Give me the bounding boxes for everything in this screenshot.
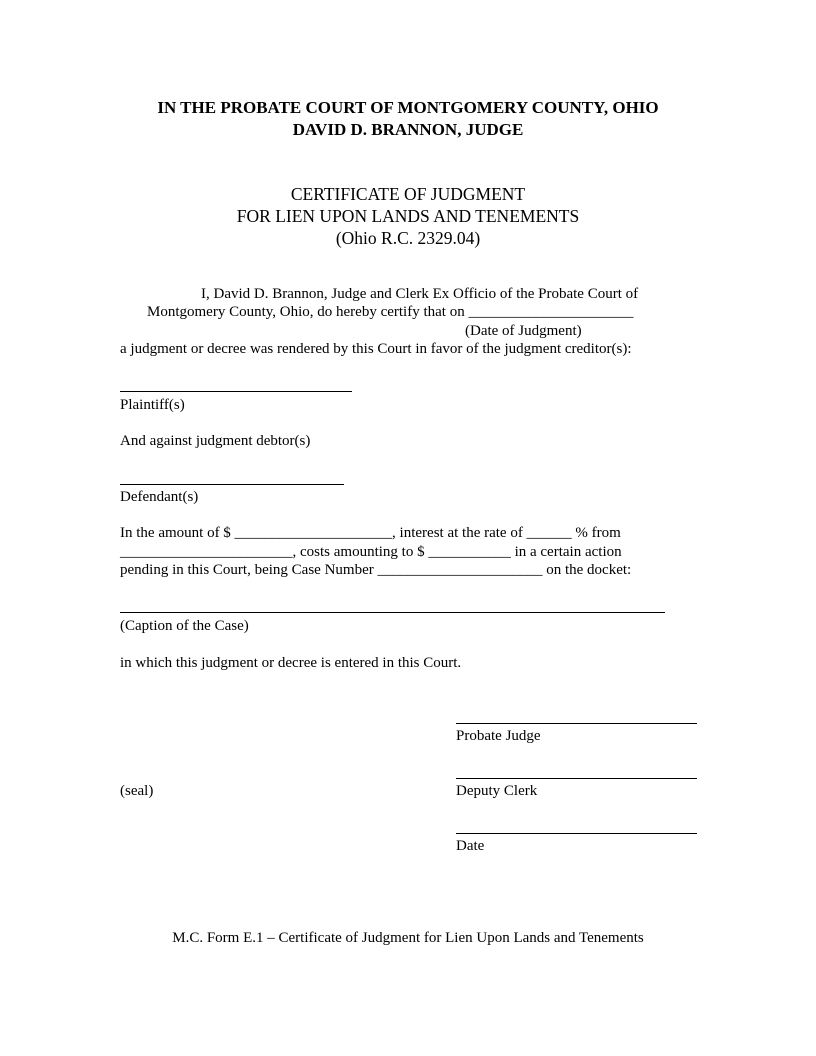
judge-heading: DAVID D. BRANNON, JUDGE bbox=[292, 120, 524, 139]
statute-reference: (Ohio R.C. 2329.04) bbox=[335, 228, 481, 248]
intro-line-3: a judgment or decree was rendered by this Court in favor of the judgment creditor(s): bbox=[120, 341, 632, 357]
against-debtor-text: And against judgment debtor(s) bbox=[120, 433, 311, 449]
intro-line-1: I, David D. Brannon, Judge and Clerk Ex Officio of the Probate Court of bbox=[201, 286, 639, 302]
date-of-judgment-caption: (Date of Judgment) bbox=[465, 323, 582, 339]
amount-line-1[interactable]: In the amount of $ _____________________, interest at the rate of ______ % from bbox=[120, 525, 621, 541]
amount-line-3[interactable]: pending in this Court, being Case Number ______________________ on the docket: bbox=[120, 562, 632, 578]
court-heading: IN THE PROBATE COURT OF MONTGOMERY COUNTY, OHIO bbox=[157, 98, 659, 117]
form-footer: M.C. Form E.1 – Certificate of Judgment for Lien Upon Lands and Tenements bbox=[172, 930, 644, 946]
date-signature-line[interactable] bbox=[456, 833, 697, 834]
case-caption-label: (Caption of the Case) bbox=[120, 618, 249, 634]
amount-line-2[interactable]: _______________________, costs amounting to $ ___________ in a certain action bbox=[120, 544, 622, 560]
deputy-clerk-signature-line[interactable] bbox=[456, 778, 697, 779]
probate-judge-label: Probate Judge bbox=[456, 728, 541, 744]
plaintiff-signature-line[interactable] bbox=[120, 391, 352, 392]
document-title: CERTIFICATE OF JUDGMENT bbox=[290, 184, 526, 204]
case-caption-line[interactable] bbox=[120, 612, 665, 613]
plaintiff-label: Plaintiff(s) bbox=[120, 397, 185, 413]
entered-text: in which this judgment or decree is entered in this Court. bbox=[120, 655, 462, 671]
date-label: Date bbox=[456, 838, 485, 854]
deputy-clerk-label: Deputy Clerk bbox=[456, 783, 538, 799]
defendant-label: Defendant(s) bbox=[120, 489, 199, 505]
seal-label: (seal) bbox=[120, 783, 154, 799]
probate-judge-signature-line[interactable] bbox=[456, 723, 697, 724]
intro-line-2[interactable]: Montgomery County, Ohio, do hereby certify that on ______________________ bbox=[147, 304, 634, 320]
defendant-signature-line[interactable] bbox=[120, 484, 344, 485]
document-subtitle: FOR LIEN UPON LANDS AND TENEMENTS bbox=[236, 206, 580, 226]
